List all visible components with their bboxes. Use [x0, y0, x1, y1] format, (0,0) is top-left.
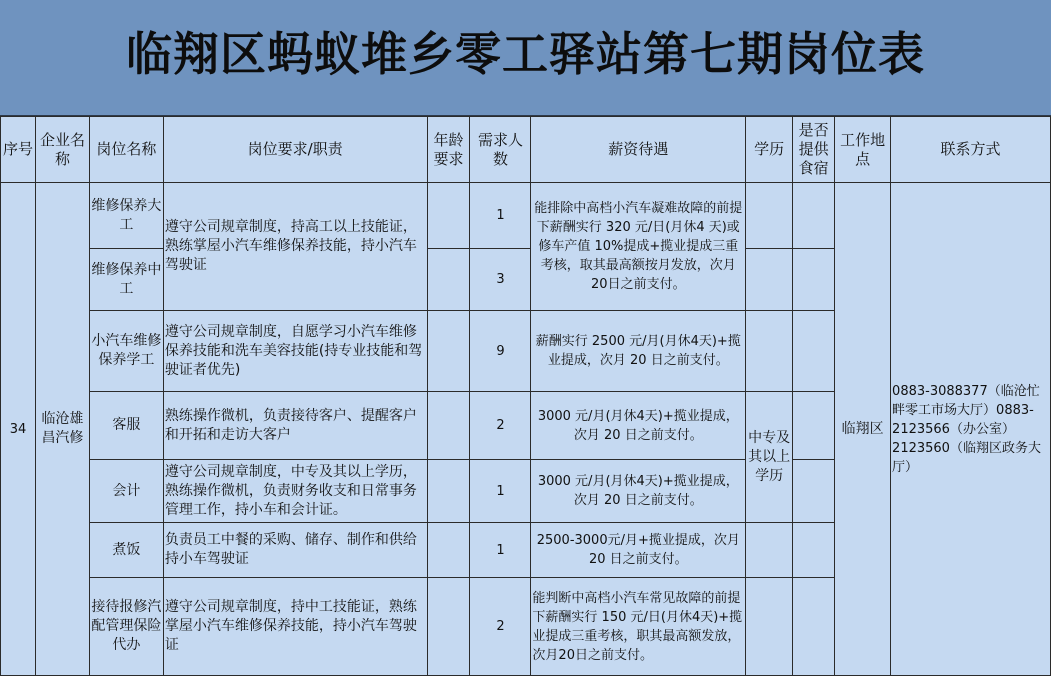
count-cell: 1 [470, 523, 531, 578]
age-cell [427, 183, 470, 249]
header-age: 年龄要求 [427, 117, 470, 183]
requirements-cell: 遵守公司规章制度，自愿学习小汽车维修保养技能和洗车美容技能(持专业技能和驾驶证者优先) [163, 311, 427, 392]
salary-cell: 能判断中高档小汽车常见故障的前提下薪酬实行 150 元/日(月休4天)+揽业提成三重考核，职其最高额发放，次月20日之前支付。 [531, 578, 746, 676]
education-cell [746, 249, 793, 311]
record-index: 34 [1, 183, 36, 676]
lodging-cell [793, 578, 835, 676]
salary-cell: 2500-3000元/月+揽业提成，次月 20 日之前支付。 [531, 523, 746, 578]
header-education: 学历 [746, 117, 793, 183]
position-cell: 接待报修汽配管理保险代办 [89, 578, 163, 676]
header-salary: 薪资待遇 [531, 117, 746, 183]
position-cell: 煮饭 [89, 523, 163, 578]
position-cell: 会计 [89, 460, 163, 523]
count-cell: 1 [470, 183, 531, 249]
count-cell: 2 [470, 392, 531, 460]
count-cell: 3 [470, 249, 531, 311]
header-requirements: 岗位要求/职责 [163, 117, 427, 183]
page-title: 临翔区蚂蚁堆乡零工驿站第七期岗位表 [126, 27, 925, 81]
education-cell [746, 311, 793, 392]
education-cell [746, 183, 793, 249]
record-contact: 0883-3088377（临沧忙畔零工市场大厅）0883-2123566（办公室）2123560（临翔区政务大厅） [891, 183, 1051, 676]
header-index: 序号 [1, 117, 36, 183]
age-cell [427, 460, 470, 523]
requirements-cell: 遵守公司规章制度，持中工技能证，熟练掌屋小汽车维修保养技能，持小汽车驾驶证 [163, 578, 427, 676]
header-row [1, 117, 1051, 183]
count-cell: 2 [470, 578, 531, 676]
requirements-cell: 熟练操作微机，负责接待客户、提醒客户和开拓和走访大客户 [163, 392, 427, 460]
header-count: 需求人数 [470, 117, 531, 183]
count-cell: 1 [470, 460, 531, 523]
requirements-cell: 负责员工中餐的采购、储存、制作和供给持小车驾驶证 [163, 523, 427, 578]
education-cell [746, 523, 793, 578]
header-company: 企业名称 [35, 117, 89, 183]
education-cell [746, 578, 793, 676]
header-location: 工作地点 [835, 117, 891, 183]
salary-cell: 薪酬实行 2500 元/月(月休4天)+揽业提成，次月 20 日之前支付。 [531, 311, 746, 392]
lodging-cell [793, 460, 835, 523]
requirements-cell: 遵守公司规章制度，持高工以上技能证，熟练掌屋小汽车维修保养技能，持小汽车驾驶证 [163, 183, 427, 311]
table-row [1, 183, 1051, 249]
salary-cell: 3000 元/月(月休4天)+揽业提成，次月 20 日之前支付。 [531, 460, 746, 523]
title-bar [0, 0, 1051, 116]
lodging-cell [793, 392, 835, 460]
position-cell: 维修保养大工 [89, 183, 163, 249]
record-education: 中专及其以上学历 [746, 392, 793, 523]
record-company: 临沧雄昌汽修 [35, 183, 89, 676]
job-table [0, 116, 1051, 676]
age-cell [427, 392, 470, 460]
position-cell: 维修保养中工 [89, 249, 163, 311]
salary-cell: 能排除中高档小汽车凝难故障的前提下薪酬实行 320 元/日(月休4 天)或修车产值 10%提成+揽业提成三重考核，取其最高额按月发放，次月 20日之前支付。 [531, 183, 746, 311]
count-cell: 9 [470, 311, 531, 392]
salary-cell: 3000 元/月(月休4天)+揽业提成，次月 20 日之前支付。 [531, 392, 746, 460]
record-location: 临翔区 [835, 183, 891, 676]
header-contact: 联系方式 [891, 117, 1051, 183]
position-cell: 小汽车维修保养学工 [89, 311, 163, 392]
age-cell [427, 249, 470, 311]
lodging-cell [793, 311, 835, 392]
lodging-cell [793, 523, 835, 578]
header-position: 岗位名称 [89, 117, 163, 183]
age-cell [427, 523, 470, 578]
lodging-cell [793, 249, 835, 311]
header-lodging: 是否提供食宿 [793, 117, 835, 183]
lodging-cell [793, 183, 835, 249]
requirements-cell: 遵守公司规章制度，中专及其以上学历，熟练操作微机，负责财务收支和日常事务管理工作，持小车和会计证。 [163, 460, 427, 523]
age-cell [427, 578, 470, 676]
age-cell [427, 311, 470, 392]
position-cell: 客服 [89, 392, 163, 460]
